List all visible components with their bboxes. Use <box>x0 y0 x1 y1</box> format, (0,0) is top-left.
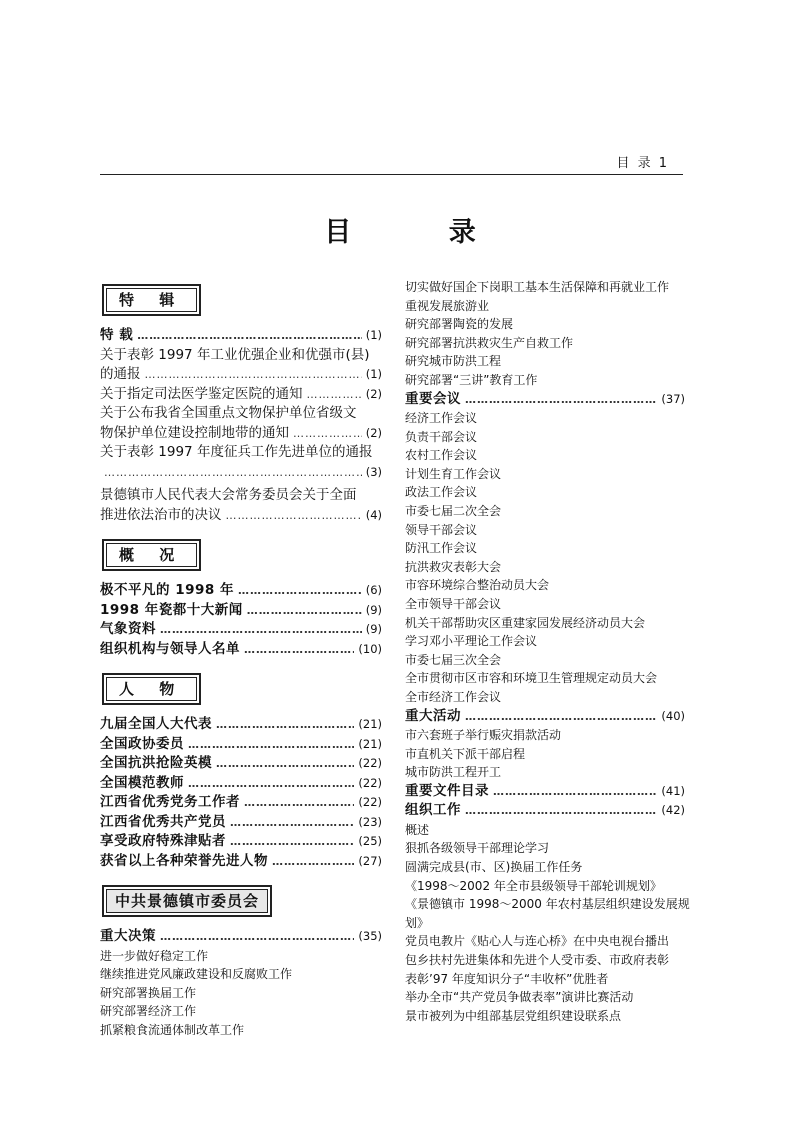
toc-subitem[interactable]: 狠抓各级领导干部理论学习 <box>405 841 550 856</box>
toc-page-number: (4) <box>365 507 382 522</box>
toc-subitem[interactable]: 进一步做好稳定工作 <box>100 948 209 963</box>
running-head <box>100 150 683 175</box>
toc-page-number: (22) <box>358 775 382 790</box>
section-heading-people <box>102 673 201 705</box>
running-head-text: 目 录 1 <box>616 156 669 171</box>
leader-dots <box>244 793 354 813</box>
toc-entry-label: 九届全国人大代表 <box>100 716 212 732</box>
toc-subitem[interactable]: 《1998～2002 年全市县级领导干部轮训规划》 <box>405 878 662 893</box>
toc-entry-label: 享受政府特殊津贴者 <box>100 833 226 849</box>
toc-entry-line[interactable]: 关于表彰 1997 年度征兵工作先进单位的通报 <box>100 444 373 460</box>
toc-page-number: (25) <box>358 834 382 848</box>
section-heading-party-committee <box>102 885 272 917</box>
toc-subitem[interactable]: 市委七届三次全会 <box>405 652 502 667</box>
toc-subitem[interactable]: 全市领导干部会议 <box>405 597 502 611</box>
toc-subitem[interactable]: 领导干部会议 <box>405 522 478 537</box>
toc-page-number: (9) <box>365 602 382 617</box>
toc-subitem[interactable]: 研究部署经济工作 <box>100 1004 197 1019</box>
leader-dots <box>145 365 362 385</box>
toc-subitem[interactable]: 概述 <box>405 822 430 837</box>
toc-entry-label: 获省以上各种荣誉先进人物 <box>100 852 268 869</box>
toc-page-number: (1) <box>365 367 382 381</box>
toc-entry-label: 重要文件目录 <box>405 782 489 799</box>
toc-entry-label: 组织工作 <box>405 802 461 819</box>
leader-dots <box>216 715 354 735</box>
leader-dots <box>272 852 354 872</box>
toc-subitem[interactable]: 负责干部会议 <box>405 429 478 444</box>
toc-subitem[interactable]: 党员电教片《贴心人与连心桥》在中央电视台播出 <box>405 934 670 949</box>
toc-entry-documents[interactable] <box>405 782 685 802</box>
leader-dots <box>230 813 354 833</box>
toc-page-number: (21) <box>358 736 382 751</box>
section-heading-label: 特 辑 <box>106 288 197 312</box>
leader-dots <box>188 735 354 755</box>
toc-subitem[interactable]: 市直机关下派干部启程 <box>405 746 526 761</box>
toc-entry[interactable] <box>100 832 382 852</box>
toc-subitem[interactable]: 市委七届二次全会 <box>405 504 502 519</box>
leader-dots <box>244 640 354 660</box>
toc-subitem[interactable]: 经济工作会议 <box>405 411 478 426</box>
toc-entry[interactable] <box>100 463 382 483</box>
toc-subitem[interactable]: 城市防洪工程开工 <box>405 765 502 780</box>
toc-entry-label: 全国模范教师 <box>100 774 184 791</box>
toc-page-number: (23) <box>358 814 382 829</box>
toc-entry[interactable] <box>100 715 382 735</box>
section-heading-special <box>102 284 201 316</box>
toc-entry-label: 江西省优秀共产党员 <box>100 813 226 830</box>
leader-dots <box>238 581 362 601</box>
toc-entry[interactable] <box>100 927 382 947</box>
toc-entry-organization[interactable] <box>405 801 685 821</box>
toc-subitem[interactable]: 全市经济工作会议 <box>405 689 502 704</box>
toc-subitem[interactable]: 举办全市“共产党员争做表率”演讲比赛活动 <box>405 990 634 1005</box>
section-heading-label: 人 物 <box>106 677 197 701</box>
toc-subitem[interactable]: 划》 <box>405 915 430 930</box>
toc-entry-label: 的通报 <box>100 366 141 382</box>
toc-subitem[interactable]: 研究部署换届工作 <box>100 985 197 1000</box>
toc-page-number: (1) <box>365 328 382 342</box>
toc-page-number: (27) <box>358 853 382 868</box>
toc-page-number: (2) <box>365 425 382 440</box>
toc-entry[interactable] <box>100 424 382 444</box>
toc-entry-label: 重要会议 <box>405 390 461 407</box>
leader-dots <box>247 601 362 621</box>
toc-entry-line[interactable]: 关于公布我省全国重点文物保护单位省级文 <box>100 405 357 421</box>
toc-subitem[interactable]: 研究城市防洪工程 <box>405 354 502 369</box>
section-heading-label: 概 况 <box>106 543 197 567</box>
toc-subitem[interactable]: 农村工作会议 <box>405 448 478 463</box>
toc-page-number: (3) <box>365 464 382 479</box>
toc-subitem[interactable]: 研究部署“三讲”教育工作 <box>405 372 538 387</box>
toc-page-number: (41) <box>661 783 685 798</box>
leader-dots <box>160 620 362 640</box>
toc-entry[interactable] <box>100 365 382 385</box>
toc-subitem[interactable]: 市六套班子举行赈灾捐款活动 <box>405 728 562 743</box>
toc-page-number: (10) <box>358 641 382 656</box>
toc-entry-label: 重大决策 <box>100 928 156 944</box>
toc-subitem[interactable]: 抓紧粮食流通体制改革工作 <box>100 1022 245 1037</box>
toc-entry-label: 极不平凡的 1998 年 <box>100 582 234 598</box>
toc-entry[interactable] <box>100 640 382 660</box>
toc-subitem[interactable]: 机关干部帮助灾区重建家园发展经济动员大会 <box>405 615 646 630</box>
toc-page-number: (22) <box>358 756 382 770</box>
section-heading-overview <box>102 539 201 571</box>
toc-entry-label: 特 载 <box>100 327 134 343</box>
toc-subitem[interactable]: 继续推进党风廉政建设和反腐败工作 <box>100 967 293 982</box>
toc-entry-label: 全国抗洪抢险英模 <box>100 755 212 771</box>
toc-left-column <box>100 270 382 1039</box>
toc-right-column <box>405 278 690 1025</box>
toc-page-number: (42) <box>661 803 685 818</box>
toc-subitem[interactable]: 抗洪救灾表彰大会 <box>405 559 502 574</box>
toc-entry-line[interactable]: 关于表彰 1997 年工业优强企业和优强市(县) <box>100 346 370 363</box>
leader-dots <box>137 326 362 346</box>
toc-entry-label: 气象资料 <box>100 621 156 637</box>
toc-entry[interactable] <box>100 735 382 755</box>
toc-subitem[interactable]: 防汛工作会议 <box>405 541 478 556</box>
toc-page-number: (37) <box>661 391 685 406</box>
toc-entry-label: 组织机构与领导人名单 <box>100 640 240 657</box>
toc-entry[interactable] <box>100 774 382 794</box>
toc-page-number: (40) <box>661 708 685 723</box>
toc-entry-label: 1998 年瓷都十大新闻 <box>100 601 243 618</box>
toc-entry[interactable] <box>100 506 382 526</box>
leader-dots <box>307 385 362 405</box>
toc-subitem[interactable]: 研究部署陶瓷的发展 <box>405 317 514 332</box>
leader-dots <box>188 774 354 794</box>
toc-entry-line[interactable]: 景德镇市人民代表大会常务委员会关于全面 <box>100 487 357 503</box>
toc-entry[interactable] <box>100 326 382 346</box>
toc-page-number: (2) <box>365 386 382 401</box>
leader-dots <box>230 832 354 852</box>
page-title: 目 录 <box>324 217 520 248</box>
leader-dots <box>104 463 362 483</box>
toc-subitem[interactable]: 景市被列为中组部基层党组织建设联系点 <box>405 1008 622 1023</box>
leader-dots <box>160 927 354 947</box>
toc-entry[interactable] <box>100 813 382 833</box>
toc-subitem[interactable]: 包乡扶村先进集体和先进个人受市委、市政府表彰 <box>405 953 670 967</box>
toc-subitem[interactable]: 计划生育工作会议 <box>405 466 502 481</box>
toc-entry[interactable] <box>100 601 382 621</box>
toc-page-number: (21) <box>358 717 382 731</box>
leader-dots <box>465 707 657 727</box>
toc-subitem[interactable]: 研究部署抗洪救灾生产自救工作 <box>405 335 574 350</box>
toc-page-number: (6) <box>365 583 382 597</box>
toc-subitem[interactable]: 政法工作会议 <box>405 485 478 500</box>
toc-subitem[interactable]: 学习邓小平理论工作会议 <box>405 634 538 649</box>
leader-dots <box>216 754 354 774</box>
toc-entry-label: 物保护单位建设控制地带的通知 <box>100 424 289 441</box>
toc-entry[interactable] <box>100 581 382 601</box>
toc-subitem[interactable]: 切实做好国企下岗职工基本生活保障和再就业工作 <box>405 280 670 294</box>
leader-dots <box>465 801 657 821</box>
toc-entry-label: 关于指定司法医学鉴定医院的通知 <box>100 385 303 402</box>
toc-page-number: (22) <box>358 795 382 809</box>
toc-entry[interactable] <box>100 754 382 774</box>
toc-subitem[interactable]: 表彰’97 年度知识分子“丰收杯”优胜者 <box>405 971 609 986</box>
toc-entry[interactable] <box>100 793 382 813</box>
toc-entry-meetings[interactable] <box>405 390 685 410</box>
toc-page-number: (9) <box>365 622 382 636</box>
toc-entry-label: 全国政协委员 <box>100 735 184 752</box>
toc-entry-label: 重大活动 <box>405 707 461 724</box>
leader-dots <box>465 390 657 410</box>
toc-entry-label: 江西省优秀党务工作者 <box>100 794 240 810</box>
leader-dots <box>226 506 362 526</box>
leader-dots <box>293 424 362 444</box>
toc-entry[interactable] <box>100 852 382 872</box>
section-heading-label: 中共景德镇市委员会 <box>106 889 268 913</box>
toc-subitem[interactable]: 圆满完成县(市、区)换届工作任务 <box>405 860 583 875</box>
toc-entry-activities[interactable] <box>405 707 685 727</box>
toc-page-number: (35) <box>358 929 382 943</box>
toc-subitem[interactable]: 全市贯彻市区市容和环境卫生管理规定动员大会 <box>405 671 658 686</box>
toc-subitem[interactable]: 《景德镇市 1998～2000 年农村基层组织建设发展规 <box>405 897 690 912</box>
toc-entry[interactable] <box>100 385 382 405</box>
leader-dots <box>493 782 657 802</box>
toc-entry-label: 推进依法治市的决议 <box>100 506 222 523</box>
toc-subitem[interactable]: 重视发展旅游业 <box>405 298 490 313</box>
toc-entry[interactable] <box>100 620 382 640</box>
toc-subitem[interactable]: 市容环境综合整治动员大会 <box>405 578 550 593</box>
